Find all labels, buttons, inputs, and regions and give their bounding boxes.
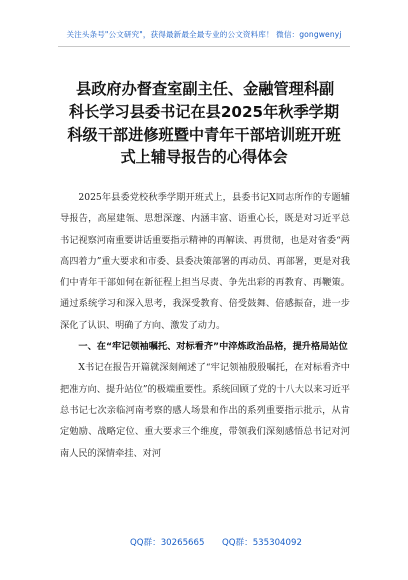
section-heading-1: 一、在“牢记领袖嘱托、对标看齐”中淬炼政治品格，提升格局站位 bbox=[78, 341, 348, 353]
footer-qq-group-2: QQ群：535304092 bbox=[222, 538, 302, 548]
paragraph-intro: 2025年县委党校秋季学期开班式上，县委书记X同志所作的专题辅导报告，高屋建瓴、思想深邃、内涵丰富、语重心长，既是对习近平总书记视察河南重要讲话重要指示精神的再解读、再贯彻，也是对省委“两高四着力”重大要求和市委、县委决策部署的再动员、再部署，更是对我们中青年干部如何在新征程上担当尽责、争先出彩的再教育、再鞭策。通过系统学习和深入思考，我深受教育、倍受鼓舞、倍感振奋，进一步深化了认识、明确了方向、激发了动力。 bbox=[60, 192, 350, 331]
title-line-2: 科长学习县委书记在县2025年秋季学期 bbox=[68, 102, 340, 121]
header-divider bbox=[58, 46, 350, 47]
paragraph-section-1: X书记在报告开篇就深刻阐述了“牢记领袖殷殷嘱托，在对标看齐中把准方向、提升站位”的极端重要性。系统回顾了党的十八大以来习近平总书记七次亲临河南考察的感人场景和作出的系列重要指示批示，从肯定勉励、战略定位、重大要求三个维度，带领我们深刻感悟总书记对河南人民的深情牵挂、对河 bbox=[60, 362, 350, 459]
header-banner: 关注头条号"公文研究"，获得最新最全最专业的公文资料库！ 微信：gongwenyj bbox=[66, 30, 342, 39]
document-title bbox=[58, 78, 350, 169]
title-line-1: 县政府办督查室副主任、金融管理科副 bbox=[76, 80, 335, 98]
title-line-3: 科级干部进修班暨中青年干部培训班开班 bbox=[67, 125, 341, 144]
document-body bbox=[60, 187, 350, 464]
page-footer bbox=[0, 536, 408, 556]
page-header bbox=[0, 0, 408, 58]
title-line-4: 式上辅导报告的心得体会 bbox=[120, 148, 288, 167]
footer-qq-group-1: QQ群：30265665 bbox=[130, 538, 205, 548]
